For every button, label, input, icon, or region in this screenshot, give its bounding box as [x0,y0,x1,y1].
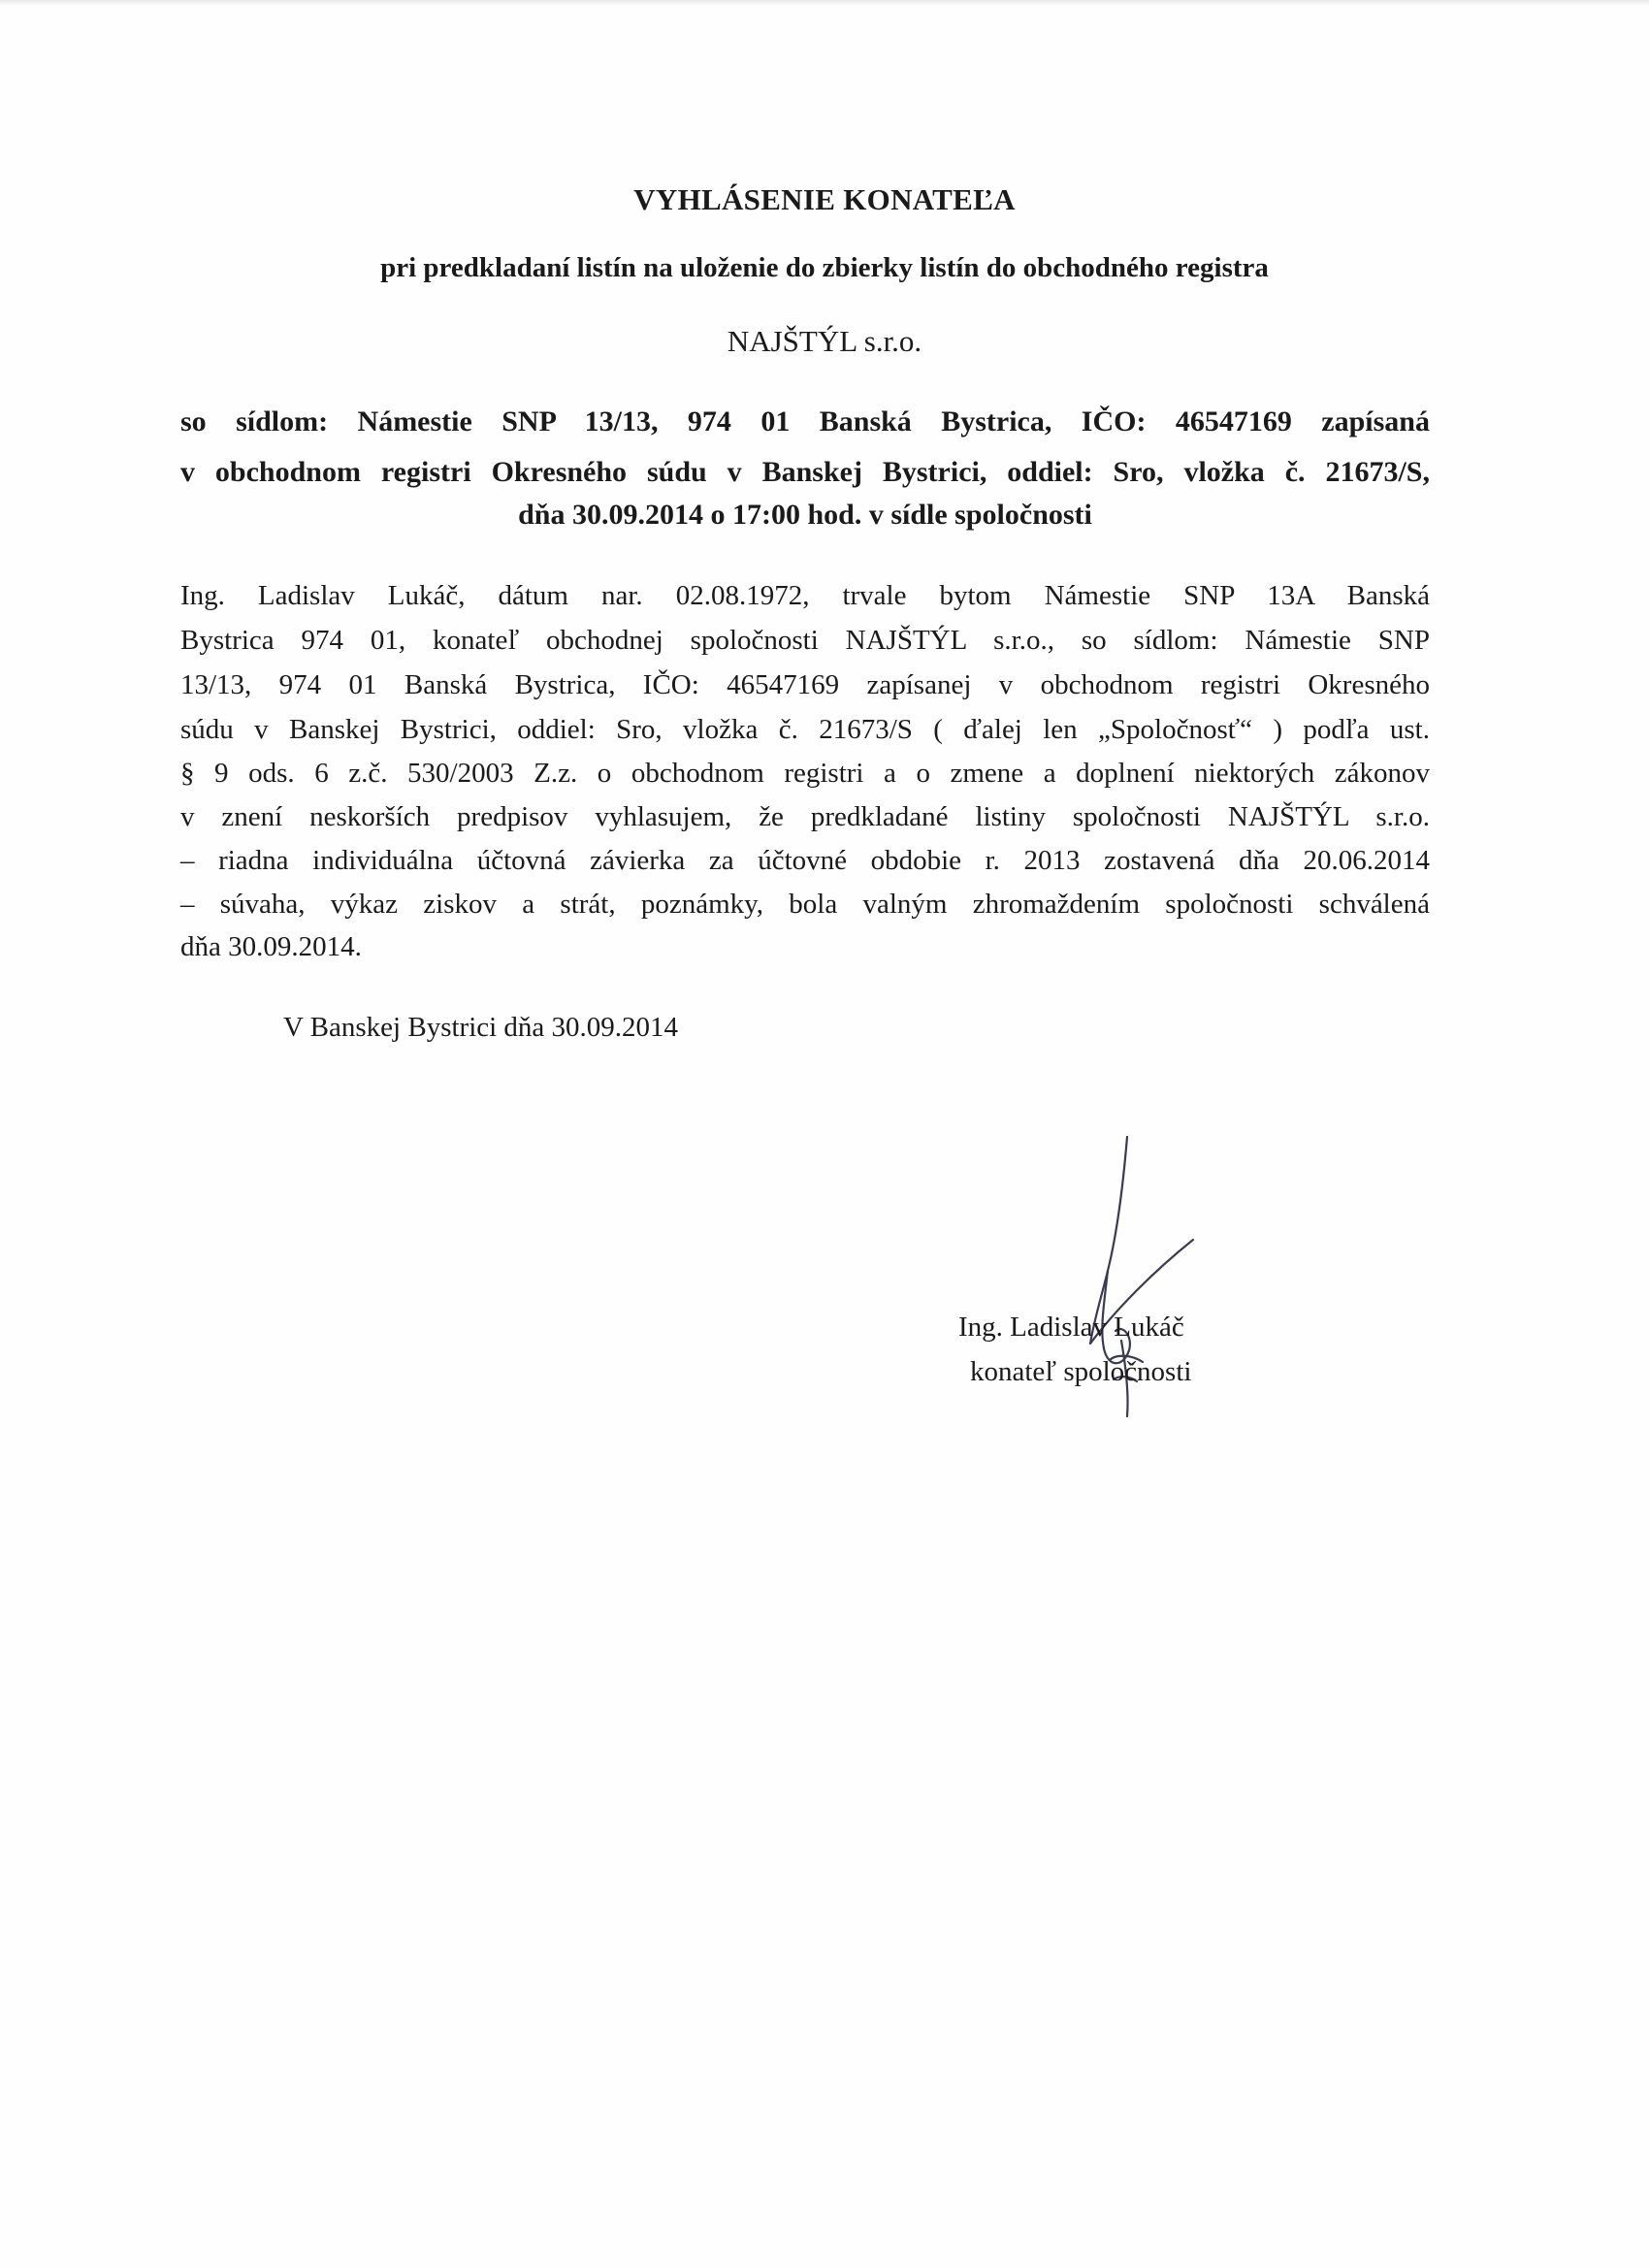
body-line: Bystrica 974 01, konateľ obchodnej spoločnosti NAJŠTÝL s.r.o., so sídlom: Námestie SNP [180,625,1430,656]
company-name: NAJŠTÝL s.r.o. [727,324,922,358]
seat-line: so sídlom: Námestie SNP 13/13, 974 01 Banská Bystrica, IČO: 46547169 zapísaná [180,405,1430,437]
place-date: V Banskej Bystrici dňa 30.09.2014 [283,1012,679,1043]
signatory-name: Ing. Ladislav Lukáč [958,1312,1184,1343]
signatory-role: konateľ spoločnosti [970,1356,1192,1387]
body-line: 13/13, 974 01 Banská Bystrica, IČO: 46547169 zapísanej v obchodnom registri Okresného [180,669,1430,700]
body-line: § 9 ods. 6 z.č. 530/2003 Z.z. o obchodnom registri a o zmene a doplnení niektorých zákonov [180,758,1430,789]
scan-edge [0,0,1649,6]
body-line: v znení neskorších predpisov vyhlasujem, že predkladané listiny spoločnosti NAJŠTÝL s.r.o. [180,801,1430,832]
body-line: – riadna individuálna účtovná závierka za účtovné obdobie r. 2013 zostavená dňa 20.06.2014 [180,845,1430,876]
document-title: VYHLÁSENIE KONATEĽA [633,182,1016,216]
body-line: dňa 30.09.2014. [180,931,362,962]
body-line: Ing. Ladislav Lukáč, dátum nar. 02.08.1972, trvale bytom Námestie SNP 13A Banská [180,580,1430,611]
document-subtitle: pri predkladaní listín na uloženie do zbierky listín do obchodného registra [380,252,1269,283]
seat-line: v obchodnom registri Okresného súdu v Banskej Bystrici, oddiel: Sro, vložka č. 21673/S, [180,456,1430,488]
seat-line: dňa 30.09.2014 o 17:00 hod. v sídle spoločnosti [518,499,1092,531]
handwritten-signature [1048,1125,1203,1455]
body-line: súdu v Banskej Bystrici, oddiel: Sro, vložka č. 21673/S ( ďalej len „Spoločnosť“ ) podľa ust. [180,714,1430,745]
body-line: – súvaha, výkaz ziskov a strát, poznámky, bola valným zhromaždením spoločnosti schválená [180,889,1430,920]
